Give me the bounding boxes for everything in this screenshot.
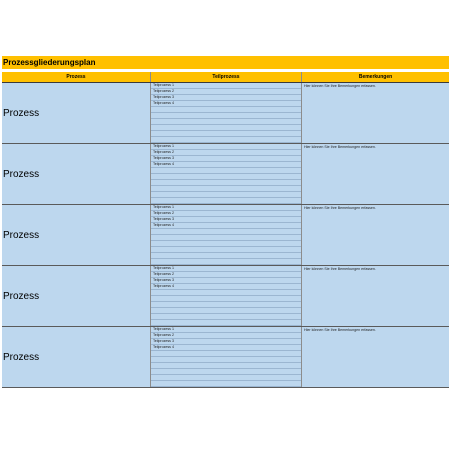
subprocess-cell[interactable]: Teilprozess 4 [151,162,301,168]
process-label: Prozess [3,229,40,241]
subprocess-cell[interactable]: Teilprozess 3 [151,95,301,101]
subprocess-cell[interactable]: Teilprozess 1 [151,205,301,211]
process-cell[interactable] [2,144,150,204]
subprocess-cell[interactable]: Teilprozess 4 [151,345,301,351]
remarks-cell[interactable] [301,144,449,204]
remark-text: Hier können Sie Ihre Bemerkungen erfassen. [304,328,376,332]
subprocess-cell[interactable]: Teilprozess 1 [151,327,301,333]
remark-text: Hier können Sie Ihre Bemerkungen erfassen. [304,267,376,271]
remark-text: Hier können Sie Ihre Bemerkungen erfassen. [304,84,376,88]
subprocess-column [150,327,301,387]
remarks-cell[interactable] [301,83,449,143]
process-blocks [2,83,449,388]
process-block [2,266,449,327]
subprocess-cell[interactable]: Teilprozess 3 [151,278,301,284]
process-structure-sheet [2,56,449,388]
process-block [2,327,449,388]
remark-text: Hier können Sie Ihre Bemerkungen erfassen. [304,145,376,149]
remarks-cell[interactable] [301,266,449,326]
subprocess-column [150,205,301,265]
subprocess-column [150,266,301,326]
process-block [2,205,449,266]
remarks-cell[interactable] [301,327,449,387]
process-label: Prozess [3,168,40,180]
subprocess-cell[interactable]: Teilprozess 4 [151,223,301,229]
process-cell[interactable] [2,327,150,387]
empty-subprocess-cell[interactable] [151,259,301,265]
process-label: Prozess [3,107,40,119]
empty-subprocess-cell[interactable] [151,320,301,326]
process-cell[interactable] [2,83,150,143]
remark-text: Hier können Sie Ihre Bemerkungen erfassen. [304,206,376,210]
subprocess-cell[interactable]: Teilprozess 2 [151,150,301,156]
column-header-process[interactable]: Prozess [66,74,86,80]
subprocess-cell[interactable]: Teilprozess 1 [151,144,301,150]
sheet-title[interactable]: Prozessgliederungsplan [3,58,96,67]
subprocess-cell[interactable]: Teilprozess 4 [151,284,301,290]
process-label: Prozess [3,290,40,302]
column-header-row [2,72,449,83]
subprocess-cell[interactable]: Teilprozess 2 [151,89,301,95]
subprocess-column [150,144,301,204]
column-header-subprocess[interactable]: Teilprozess [150,72,301,82]
process-block [2,83,449,144]
column-header-remarks[interactable]: Bemerkungen [301,72,449,82]
subprocess-cell[interactable]: Teilprozess 2 [151,333,301,339]
process-block [2,144,449,205]
subprocess-cell[interactable]: Teilprozess 3 [151,156,301,162]
empty-subprocess-cell[interactable] [151,381,301,387]
remarks-cell[interactable] [301,205,449,265]
subprocess-cell[interactable]: Teilprozess 2 [151,211,301,217]
process-cell[interactable] [2,266,150,326]
subprocess-cell[interactable]: Teilprozess 4 [151,101,301,107]
empty-subprocess-cell[interactable] [151,198,301,204]
process-label: Prozess [3,351,40,363]
subprocess-cell[interactable]: Teilprozess 2 [151,272,301,278]
subprocess-cell[interactable]: Teilprozess 1 [151,266,301,272]
title-bar [2,56,449,70]
subprocess-cell[interactable]: Teilprozess 1 [151,83,301,89]
subprocess-cell[interactable]: Teilprozess 3 [151,217,301,223]
subprocess-column [150,83,301,143]
empty-subprocess-cell[interactable] [151,137,301,143]
subprocess-cell[interactable]: Teilprozess 3 [151,339,301,345]
process-cell[interactable] [2,205,150,265]
